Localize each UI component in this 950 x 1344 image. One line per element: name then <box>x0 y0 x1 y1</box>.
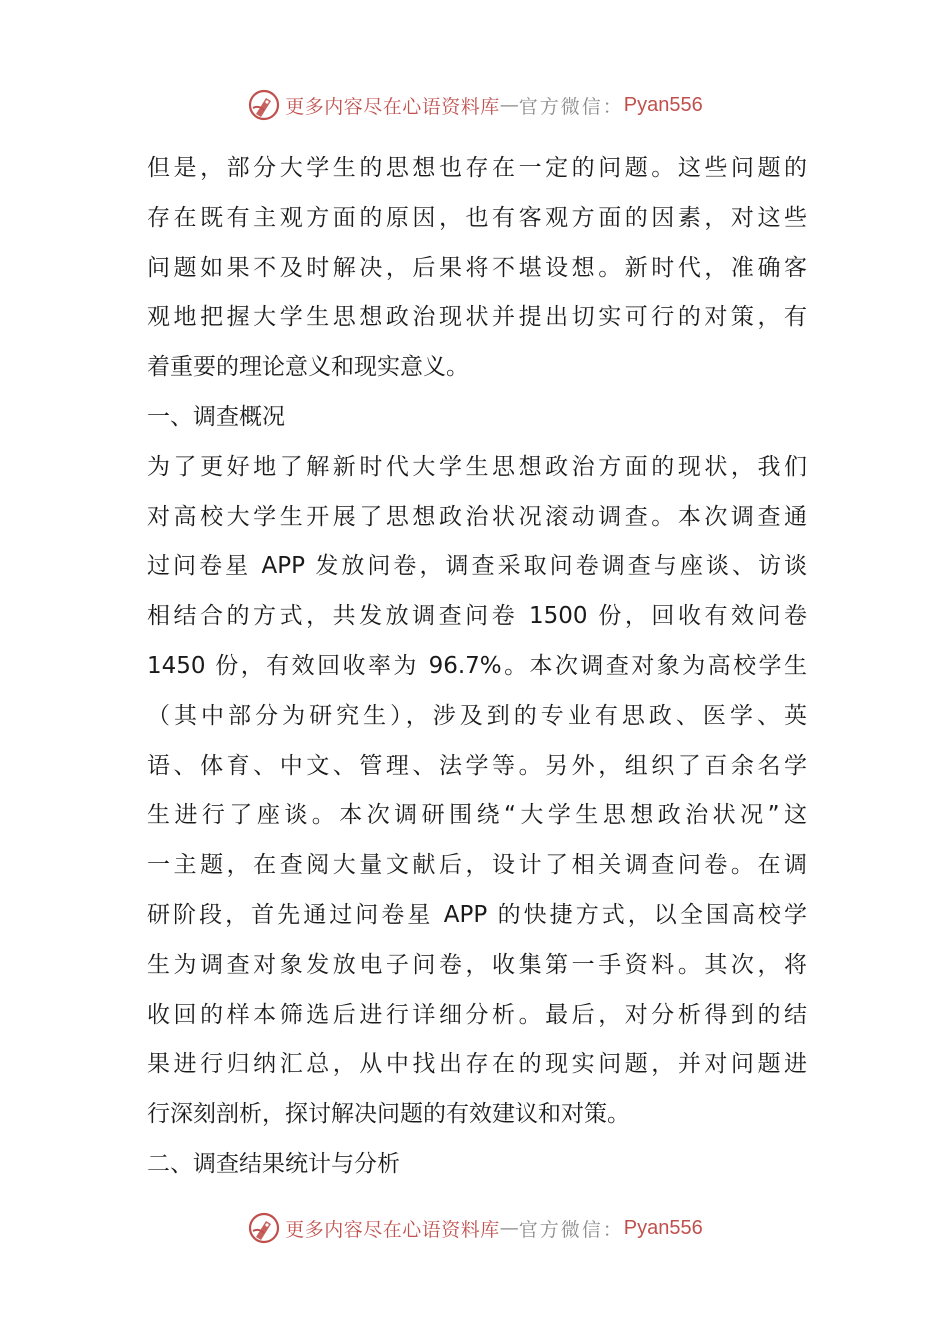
text-line: 但是，部分大学生的思想也存在一定的问题。这些问题的 <box>147 155 807 181</box>
footer-banner <box>0 1203 950 1253</box>
text-line: 1450 份，有效回收率为 96.7%。本次调查对象为高校学生 <box>147 652 807 679</box>
text-line: 过问卷星 APP 发放问卷，调查采取问卷调查与座谈、访谈 <box>147 553 807 580</box>
text-line: 行深刻剖析，探讨解决问题的有效建议和对策。 <box>147 1101 630 1128</box>
banner-main-text: 更多内容尽在心语资料库 <box>285 95 500 118</box>
text-line: 对高校大学生开展了思想政治状况滚动调查。本次调查通 <box>147 503 807 530</box>
header-banner <box>0 80 950 130</box>
text-line: 果进行归纳汇总，从中找出存在的现实问题，并对问题进 <box>147 1051 807 1078</box>
section-heading-2: 二、调查结果统计与分析 <box>147 1150 400 1177</box>
banner-wechat-id: Pyan556 <box>623 1216 703 1239</box>
text-line: 观地把握大学生思想政治现状并提出切实可行的对策，有 <box>147 304 807 331</box>
text-line: 着重要的理论意义和现实意义。 <box>147 354 469 381</box>
pen-nib-logo-icon <box>247 88 281 122</box>
body-text <box>147 144 807 1190</box>
text-line: 问题如果不及时解决，后果将不堪设想。新时代，准确客 <box>147 254 807 281</box>
banner-main-text: 更多内容尽在心语资料库 <box>285 1218 500 1241</box>
text-line: 收回的样本筛选后进行详细分析。最后，对分析得到的结 <box>147 1001 807 1028</box>
text-line: 生为调查对象发放电子问卷，收集第一手资料。其次，将 <box>147 951 807 978</box>
text-line: 相结合的方式，共发放调查问卷 1500 份，回收有效问卷 <box>147 603 807 630</box>
text-line: 语、体育、中文、管理、法学等。另外，组织了百余名学 <box>147 752 807 779</box>
banner-separator: — <box>499 1217 519 1239</box>
text-line: 一主题，在查阅大量文献后，设计了相关调查问卷。在调 <box>147 852 807 879</box>
text-line: 生进行了座谈。本次调研围绕“大学生思想政治状况”这 <box>147 802 807 829</box>
text-line: 为了更好地了解新时代大学生思想政治方面的现状，我们 <box>147 453 807 480</box>
banner-wechat-id: Pyan556 <box>623 93 703 116</box>
pen-nib-logo-icon <box>247 1211 281 1245</box>
section-heading-1: 一、调查概况 <box>147 403 285 430</box>
text-line: （其中部分为研究生），涉及到的专业有思政、医学、英 <box>147 702 807 729</box>
banner-separator: — <box>499 94 519 116</box>
banner-wechat-label: 官方微信： <box>518 95 624 118</box>
text-line: 研阶段，首先通过问卷星 APP 的快捷方式，以全国高校学 <box>147 901 807 928</box>
text-line: 存在既有主观方面的原因，也有客观方面的因素，对这些 <box>147 204 807 231</box>
banner-wechat-label: 官方微信： <box>518 1218 624 1241</box>
